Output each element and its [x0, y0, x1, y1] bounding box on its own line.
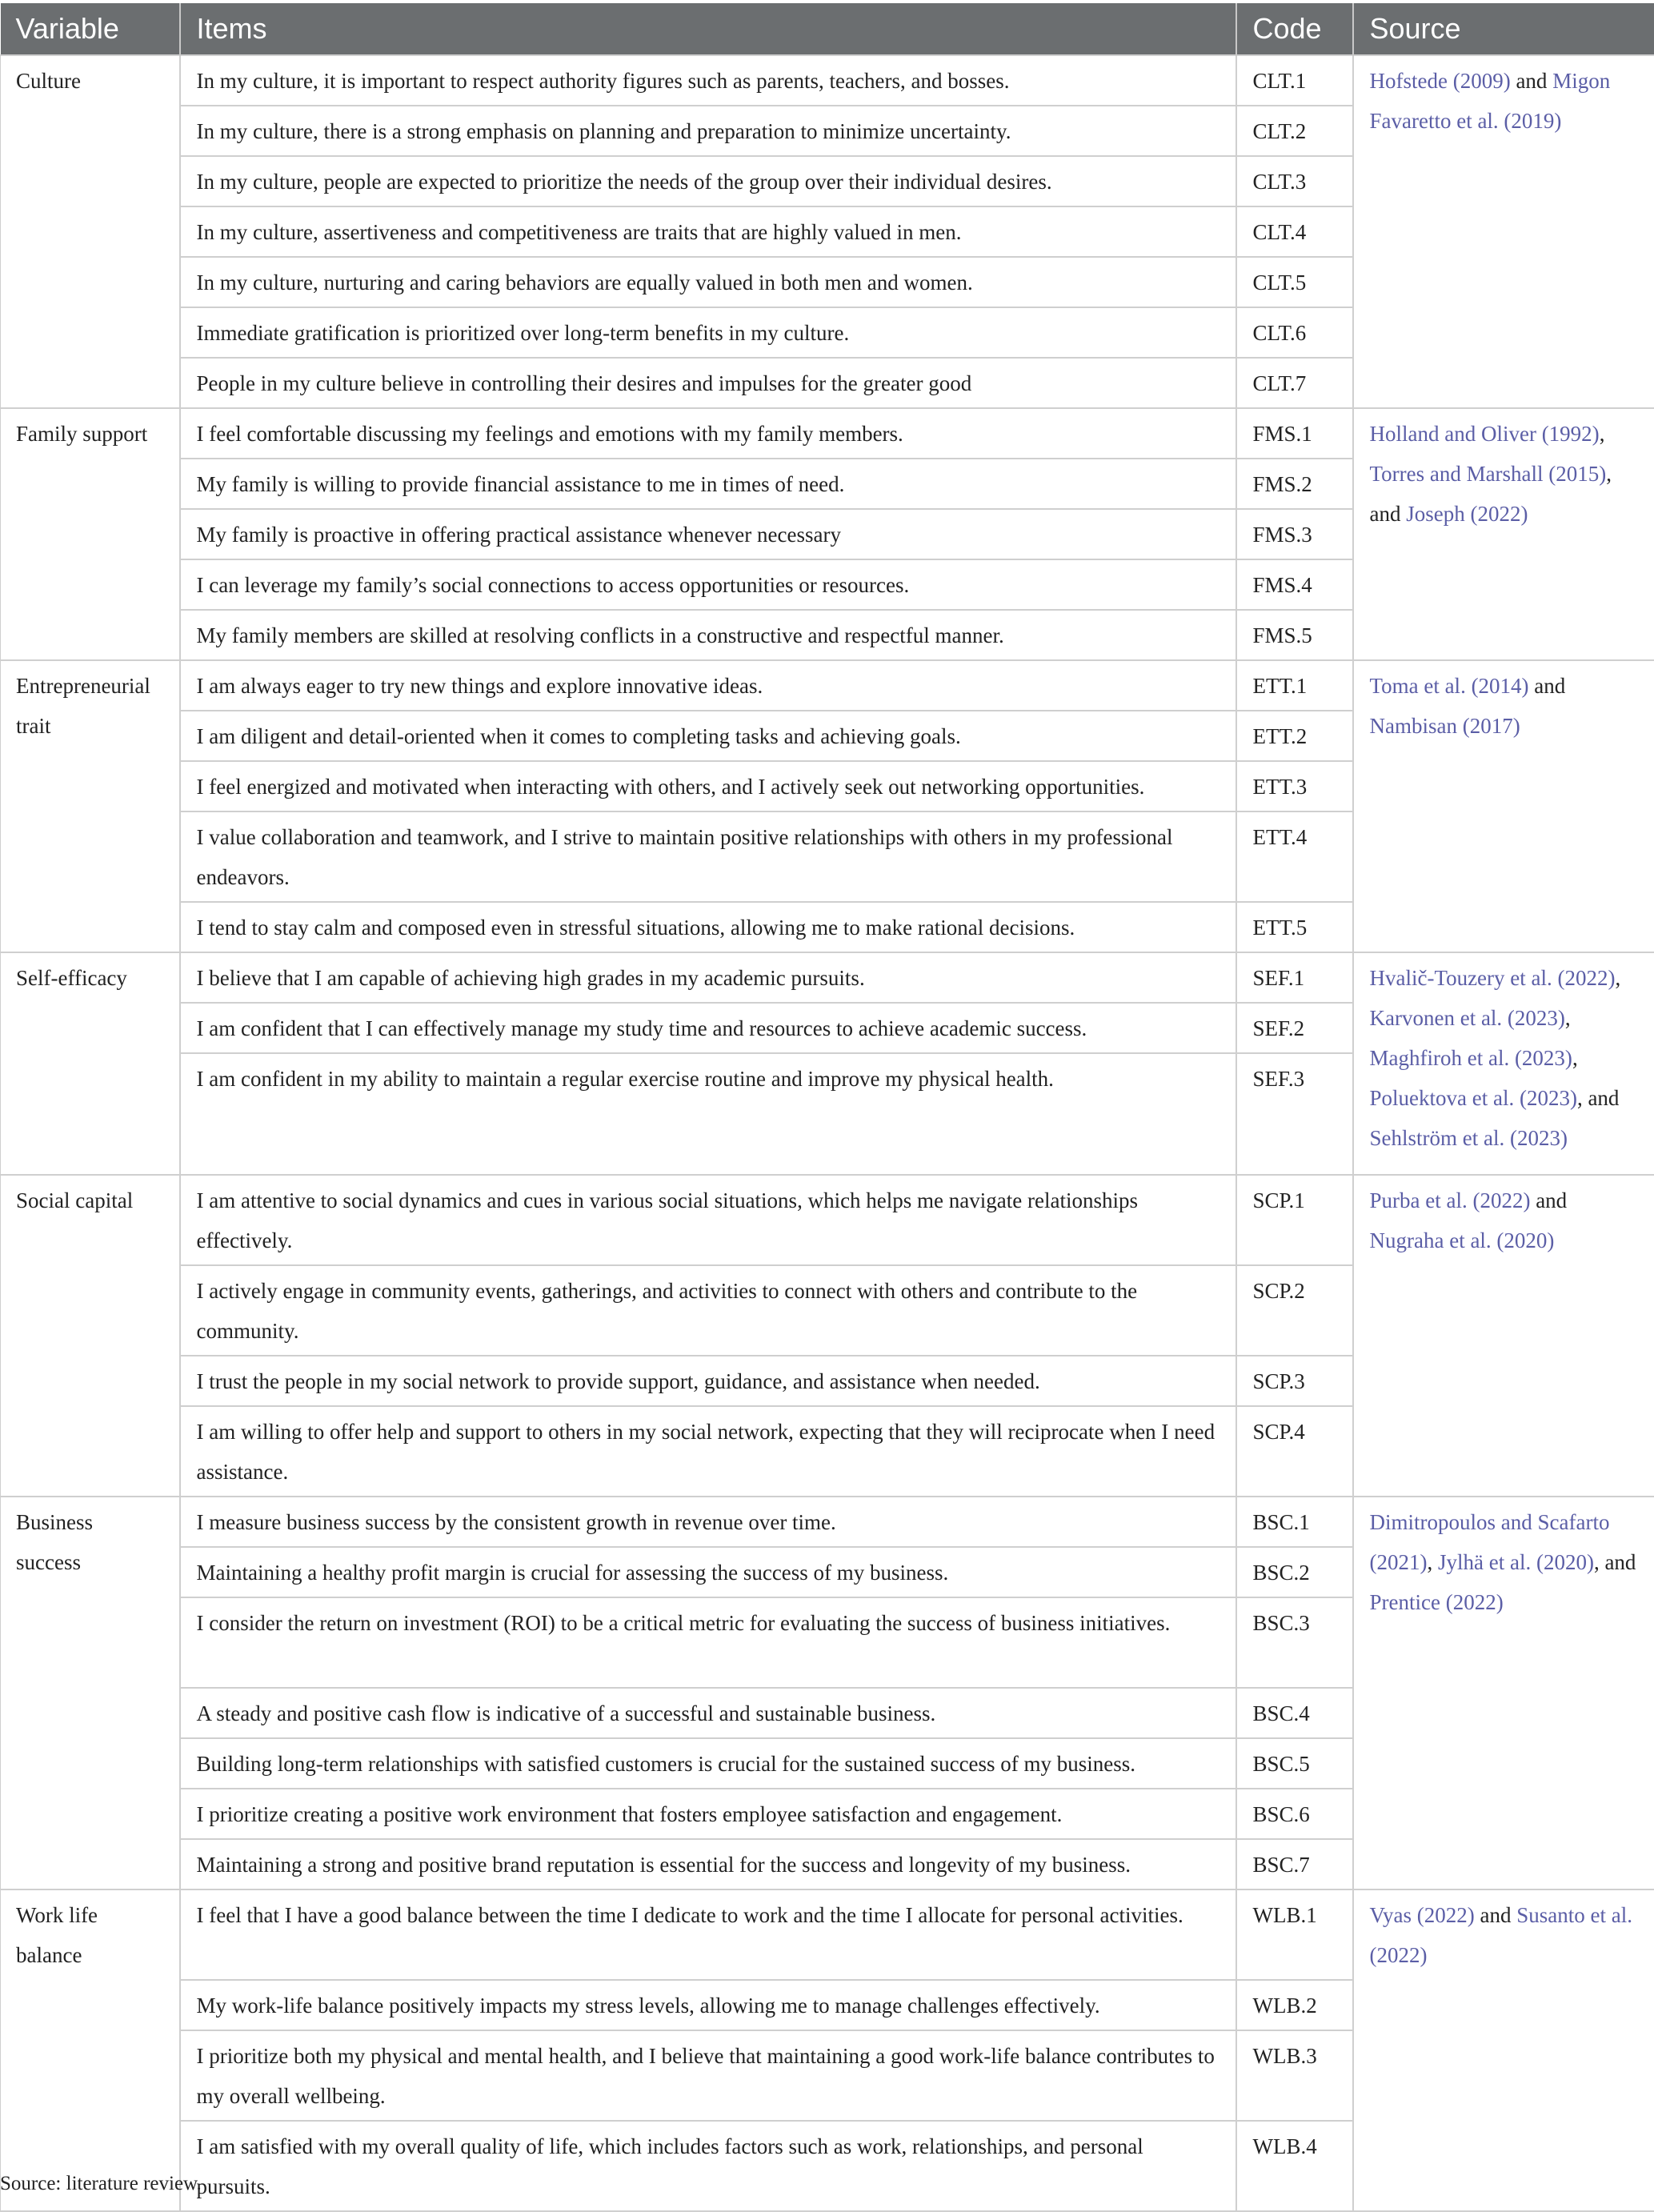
item-cell: People in my culture believe in controlling their desires and impulses for the greater good	[180, 358, 1236, 408]
citation-link[interactable]: Holland and Oliver (1992)	[1370, 422, 1600, 446]
code-cell: ETT.3	[1236, 761, 1353, 811]
item-cell: In my culture, people are expected to prioritize the needs of the group over their individual desires.	[180, 156, 1236, 206]
table-header	[1, 3, 1654, 55]
citation-link[interactable]: Sehlström et al. (2023)	[1370, 1126, 1568, 1150]
measurement-items-table-container	[0, 3, 1654, 2212]
code-cell: CLT.1	[1236, 55, 1353, 106]
variable-cell: Work life balance	[1, 1889, 180, 2211]
citation-link[interactable]: Karvonen et al. (2023)	[1370, 1006, 1565, 1030]
code-cell: FMS.1	[1236, 408, 1353, 459]
code-cell: BSC.7	[1236, 1839, 1353, 1889]
table-body	[1, 55, 1654, 2211]
code-cell: SCP.1	[1236, 1175, 1353, 1265]
source-cell	[1353, 1497, 1654, 1889]
code-cell: BSC.3	[1236, 1597, 1353, 1688]
item-cell: I am diligent and detail-oriented when it comes to completing tasks and achieving goals.	[180, 711, 1236, 761]
code-cell: SEF.1	[1236, 952, 1353, 1003]
table-row	[1, 1497, 1654, 1547]
code-cell: FMS.5	[1236, 610, 1353, 660]
item-cell: My family is willing to provide financial assistance to me in times of need.	[180, 459, 1236, 509]
item-cell: My work-life balance positively impacts my stress levels, allowing me to manage challenges effectively.	[180, 1980, 1236, 2030]
citation-separator: and	[1530, 1188, 1567, 1212]
source-cell	[1353, 660, 1654, 952]
citation-link[interactable]: Migon Favaretto et al. (2019)	[1370, 69, 1611, 133]
citation-separator: and	[1511, 69, 1552, 93]
code-cell: WLB.2	[1236, 1980, 1353, 2030]
code-cell: BSC.6	[1236, 1789, 1353, 1839]
citation-link[interactable]: Nugraha et al. (2020)	[1370, 1228, 1555, 1252]
code-cell: BSC.1	[1236, 1497, 1353, 1547]
source-cell	[1353, 408, 1654, 660]
code-cell: ETT.4	[1236, 811, 1353, 902]
item-cell: Immediate gratification is prioritized over long-term benefits in my culture.	[180, 307, 1236, 358]
header-code: Code	[1236, 3, 1353, 55]
citation-separator: ,	[1615, 966, 1620, 990]
item-cell: I believe that I am capable of achieving high grades in my academic pursuits.	[180, 952, 1236, 1003]
code-cell: CLT.6	[1236, 307, 1353, 358]
item-cell: In my culture, there is a strong emphasis on planning and preparation to minimize uncertainty.	[180, 106, 1236, 156]
header-items: Items	[180, 3, 1236, 55]
variable-cell: Family support	[1, 408, 180, 660]
citation-separator: , and	[1594, 1550, 1636, 1574]
item-cell: In my culture, nurturing and caring behaviors are equally valued in both men and women.	[180, 257, 1236, 307]
code-cell: CLT.2	[1236, 106, 1353, 156]
code-cell: BSC.5	[1236, 1738, 1353, 1789]
item-cell: I feel energized and motivated when interacting with others, and I actively seek out networking opportunities.	[180, 761, 1236, 811]
citation-separator: ,	[1565, 1006, 1571, 1030]
code-cell: CLT.4	[1236, 206, 1353, 257]
variable-cell: Social capital	[1, 1175, 180, 1497]
code-cell: FMS.4	[1236, 559, 1353, 610]
item-cell: I prioritize both my physical and mental health, and I believe that maintaining a good work-life balance contributes to my overall wellbeing.	[180, 2030, 1236, 2121]
code-cell: WLB.3	[1236, 2030, 1353, 2121]
variable-cell: Business success	[1, 1497, 180, 1889]
code-cell: CLT.5	[1236, 257, 1353, 307]
citation-link[interactable]: Maghfiroh et al. (2023)	[1370, 1046, 1572, 1070]
citation-link[interactable]: Jylhä et al. (2020)	[1438, 1550, 1594, 1574]
table-row	[1, 408, 1654, 459]
item-cell: I can leverage my family’s social connections to access opportunities or resources.	[180, 559, 1236, 610]
code-cell: ETT.2	[1236, 711, 1353, 761]
table-row	[1, 660, 1654, 711]
code-cell: BSC.2	[1236, 1547, 1353, 1597]
code-cell: SCP.2	[1236, 1265, 1353, 1356]
variable-cell: Self-efficacy	[1, 952, 180, 1175]
table-row	[1, 952, 1654, 1003]
citation-separator: ,	[1572, 1046, 1578, 1070]
source-cell	[1353, 55, 1654, 408]
citation-separator: ,	[1600, 422, 1605, 446]
citation-link[interactable]: Prentice (2022)	[1370, 1590, 1504, 1614]
source-cell	[1353, 1889, 1654, 2211]
item-cell: I tend to stay calm and composed even in stressful situations, allowing me to make rational decisions.	[180, 902, 1236, 952]
citation-link[interactable]: Hvalič-Touzery et al. (2022)	[1370, 966, 1616, 990]
code-cell: ETT.5	[1236, 902, 1353, 952]
citation-link[interactable]: Susanto et al. (2022)	[1370, 1903, 1632, 1967]
header-row	[1, 3, 1654, 55]
item-cell: My family members are skilled at resolving conflicts in a constructive and respectful manner.	[180, 610, 1236, 660]
header-variable: Variable	[1, 3, 180, 55]
item-cell: I measure business success by the consistent growth in revenue over time.	[180, 1497, 1236, 1547]
variable-cell: Entrepreneurial trait	[1, 660, 180, 952]
code-cell: FMS.3	[1236, 509, 1353, 559]
citation-link[interactable]: Hofstede (2009)	[1370, 69, 1511, 93]
item-cell: I am willing to offer help and support to others in my social network, expecting that they will reciprocate when I need assistance.	[180, 1406, 1236, 1497]
item-cell: I value collaboration and teamwork, and I strive to maintain positive relationships with others in my professional endeavors.	[180, 811, 1236, 902]
citation-separator: , and	[1370, 462, 1612, 526]
code-cell: WLB.1	[1236, 1889, 1353, 1980]
variable-cell: Culture	[1, 55, 180, 408]
item-cell: In my culture, assertiveness and competitiveness are traits that are highly valued in men.	[180, 206, 1236, 257]
item-cell: I feel comfortable discussing my feelings and emotions with my family members.	[180, 408, 1236, 459]
citation-separator: , and	[1577, 1086, 1619, 1110]
code-cell: FMS.2	[1236, 459, 1353, 509]
code-cell: ETT.1	[1236, 660, 1353, 711]
item-cell: I feel that I have a good balance between the time I dedicate to work and the time I allocate for personal activities.	[180, 1889, 1236, 1980]
item-cell: I am attentive to social dynamics and cues in various social situations, which helps me navigate relationships effectively.	[180, 1175, 1236, 1265]
citation-link[interactable]: Poluektova et al. (2023)	[1370, 1086, 1577, 1110]
citation-link[interactable]: Vyas (2022)	[1370, 1903, 1475, 1927]
citation-separator: and	[1529, 674, 1566, 698]
header-source: Source	[1353, 3, 1654, 55]
code-cell: BSC.4	[1236, 1688, 1353, 1738]
item-cell: I am satisfied with my overall quality of life, which includes factors such as work, relationships, and personal pursuits.	[180, 2121, 1236, 2211]
citation-separator: ,	[1427, 1550, 1438, 1574]
citation-link[interactable]: Torres and Marshall (2015)	[1370, 462, 1607, 486]
item-cell: A steady and positive cash flow is indicative of a successful and sustainable business.	[180, 1688, 1236, 1738]
table-source-note: Source: literature review.	[0, 2170, 202, 2198]
code-cell: SCP.3	[1236, 1356, 1353, 1406]
table-row	[1, 1889, 1654, 1980]
code-cell: WLB.4	[1236, 2121, 1353, 2211]
citation-link[interactable]: Joseph (2022)	[1406, 502, 1528, 526]
item-cell: My family is proactive in offering practical assistance whenever necessary	[180, 509, 1236, 559]
source-cell	[1353, 952, 1654, 1175]
item-cell: I am confident that I can effectively manage my study time and resources to achieve academic success.	[180, 1003, 1236, 1053]
source-cell	[1353, 1175, 1654, 1497]
code-cell: SEF.2	[1236, 1003, 1353, 1053]
item-cell: I actively engage in community events, gatherings, and activities to connect with others and contribute to the community.	[180, 1265, 1236, 1356]
code-cell: SCP.4	[1236, 1406, 1353, 1497]
code-cell: CLT.7	[1236, 358, 1353, 408]
citation-link[interactable]: Toma et al. (2014)	[1370, 674, 1529, 698]
item-cell: I am always eager to try new things and explore innovative ideas.	[180, 660, 1236, 711]
citation-link[interactable]: Nambisan (2017)	[1370, 714, 1520, 738]
item-cell: I trust the people in my social network to provide support, guidance, and assistance when needed.	[180, 1356, 1236, 1406]
citation-separator: and	[1475, 1903, 1516, 1927]
item-cell: I am confident in my ability to maintain a regular exercise routine and improve my physical health.	[180, 1053, 1236, 1175]
item-cell: Building long-term relationships with satisfied customers is crucial for the sustained success of my business.	[180, 1738, 1236, 1789]
citation-link[interactable]: Dimitropoulos and Scafarto (2021)	[1370, 1510, 1610, 1574]
table-row	[1, 1175, 1654, 1265]
item-cell: I prioritize creating a positive work environment that fosters employee satisfaction and engagement.	[180, 1789, 1236, 1839]
item-cell: I consider the return on investment (ROI) to be a critical metric for evaluating the success of business initiatives.	[180, 1597, 1236, 1688]
code-cell: CLT.3	[1236, 156, 1353, 206]
item-cell: In my culture, it is important to respect authority figures such as parents, teachers, and bosses.	[180, 55, 1236, 106]
item-cell: Maintaining a healthy profit margin is crucial for assessing the success of my business.	[180, 1547, 1236, 1597]
citation-link[interactable]: Purba et al. (2022)	[1370, 1188, 1531, 1212]
table-row	[1, 55, 1654, 106]
code-cell: SEF.3	[1236, 1053, 1353, 1175]
measurement-items-table	[0, 3, 1654, 2212]
item-cell: Maintaining a strong and positive brand reputation is essential for the success and longevity of my business.	[180, 1839, 1236, 1889]
